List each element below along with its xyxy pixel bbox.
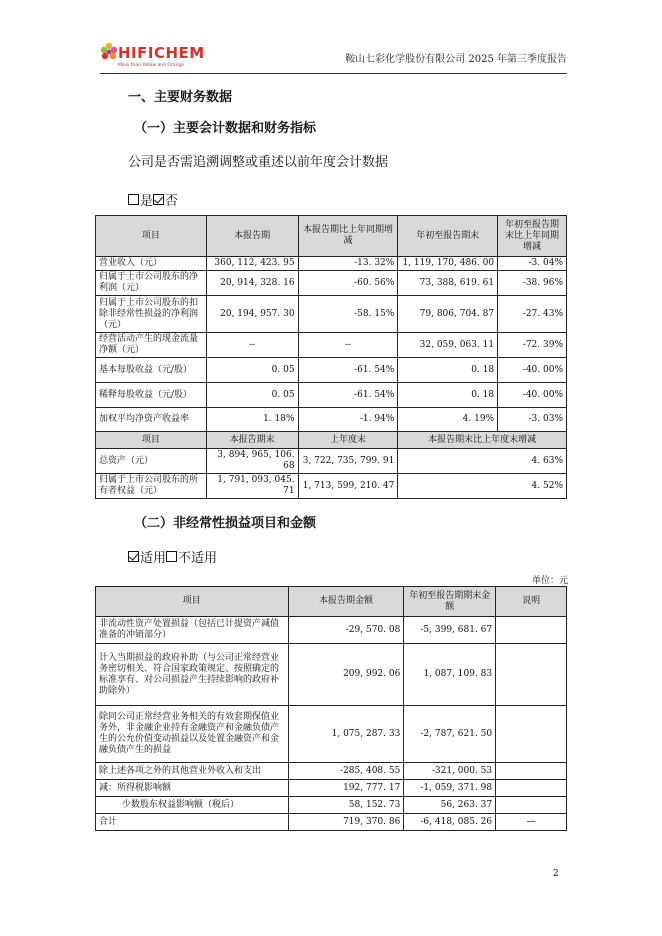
cell-note (496, 644, 567, 706)
cell-value: 192, 777. 17 (288, 780, 404, 797)
header-cell: 说明 (496, 587, 567, 617)
header-cell: 本报告期末 (206, 432, 298, 449)
cell-value: 3, 722, 735, 799. 91 (298, 449, 398, 474)
restate-question: 公司是否需追溯调整或重述以前年度会计数据 (128, 155, 389, 170)
row-label: 除同公司正常经营业务相关的有效套期保值业务外，非金融企业持有金融资产和金融负债产生的公允价值变动损益以及处置金融资产和金融负债产生的损益 (96, 706, 289, 763)
cell-value: -5, 399, 681. 67 (404, 617, 496, 644)
checkbox-yes[interactable] (128, 194, 139, 205)
report-title: 鞍山七彩化学股份有限公司 2025 年第三季度报告 (345, 54, 567, 65)
checkbox-applicable[interactable] (128, 551, 139, 562)
cell-value: 360, 112, 423. 95 (206, 257, 298, 271)
cell-value: -60. 56% (298, 271, 398, 296)
logo-tagline: More than Yellow and Orange (118, 63, 185, 68)
cell-value: 56, 263. 37 (404, 797, 496, 814)
cell-value: 73, 388, 619. 61 (398, 271, 498, 296)
row-label: 基本每股收益（元/股） (96, 358, 207, 383)
cell-value: 20, 914, 328. 16 (206, 271, 298, 296)
cell-value: 4. 52% (398, 474, 567, 499)
table-row (96, 383, 567, 408)
header-cell: 项目 (96, 587, 289, 617)
table-row (96, 296, 567, 333)
row-label: 合计 (96, 814, 289, 831)
cell-value: 1, 713, 599, 210. 47 (298, 474, 398, 499)
table-row (96, 763, 567, 780)
cell-value: 1, 119, 170, 486. 00 (398, 257, 498, 271)
page-number: 2 (553, 869, 559, 879)
cell-value: -40. 00% (498, 383, 567, 408)
row-label: 归属于上市公司股东的净利润（元） (96, 271, 207, 296)
option-yes-label: 是 (140, 194, 154, 209)
header-cell: 上年度末 (298, 432, 398, 449)
table-header-row (96, 587, 567, 617)
row-label: 加权平均净资产收益率 (96, 408, 207, 432)
cell-note (496, 617, 567, 644)
applicable-options (128, 547, 217, 566)
cell-value: -1. 94% (298, 408, 398, 432)
cell-value: -72. 39% (498, 333, 567, 358)
unit-label: 单位：元 (531, 576, 568, 586)
cell-note (496, 797, 567, 814)
non-recurring-items-table (95, 586, 567, 831)
cell-value: 58, 152. 73 (288, 797, 404, 814)
row-label: 经营活动产生的现金流量净额（元） (96, 333, 207, 358)
cell-value: -61. 54% (298, 358, 398, 383)
cell-note (496, 780, 567, 797)
section-title-main-financial-data: 一、主要财务数据 (128, 90, 233, 105)
header-cell: 年初至报告期期末金额 (404, 587, 496, 617)
cell-value: -- (298, 333, 398, 358)
page-header (100, 38, 567, 74)
cell-value: 1, 087, 109. 83 (404, 644, 496, 706)
row-label: 减：所得税影响额 (96, 780, 289, 797)
restate-options (128, 190, 178, 209)
cell-value: 209, 992. 06 (288, 644, 404, 706)
cell-value: -61. 54% (298, 383, 398, 408)
row-label: 非流动性资产处置损益（包括已计提资产减值准备的冲销部分） (96, 617, 289, 644)
cell-value: -321, 000. 53 (404, 763, 496, 780)
table-row (96, 617, 567, 644)
table-row (96, 449, 567, 474)
cell-value: 1, 791, 093, 045. 71 (206, 474, 298, 499)
table-row (96, 333, 567, 358)
header-cell: 年初至报告期末 (398, 216, 498, 257)
header-cell: 本报告期末比上年度末增减 (398, 432, 567, 449)
row-label: 少数股东权益影响额（税后） (96, 797, 289, 814)
cell-value: -2, 787, 621. 50 (404, 706, 496, 763)
cell-note (496, 763, 567, 780)
cell-value: -40. 00% (498, 358, 567, 383)
checkbox-no[interactable] (153, 194, 164, 205)
section-title-accounting-data: （一）主要会计数据和财务指标 (134, 121, 317, 136)
header-cell: 项目 (96, 432, 207, 449)
cell-value: -6, 418, 085. 26 (404, 814, 496, 831)
row-label: 归属于上市公司股东的扣除非经常性损益的净利润（元） (96, 296, 207, 333)
flower-logo-icon (100, 41, 118, 71)
cell-value: 32, 059, 063. 11 (398, 333, 498, 358)
cell-value: -3. 03% (498, 408, 567, 432)
cell-value: 1. 18% (206, 408, 298, 432)
row-label: 计入当期损益的政府补助（与公司正常经营业务密切相关、符合国家政策规定、按照确定的标准享有、对公司损益产生持续影响的政府补助除外） (96, 644, 289, 706)
cell-value: -- (206, 333, 298, 358)
row-label: 总资产（元） (96, 449, 207, 474)
option-not-applicable-label: 不适用 (178, 551, 218, 566)
cell-value: -27. 43% (498, 296, 567, 333)
logo-wordmark: HIFICHEM (118, 44, 205, 62)
table-row (96, 780, 567, 797)
cell-value: 79, 806, 704. 87 (398, 296, 498, 333)
cell-value: 0. 18 (398, 383, 498, 408)
table-row (96, 271, 567, 296)
table-row (96, 474, 567, 499)
header-cell: 本报告期金额 (288, 587, 404, 617)
table-row (96, 408, 567, 432)
header-cell: 本报告期比上年同期增减 (298, 216, 398, 257)
cell-note: — (496, 814, 567, 831)
cell-note (496, 706, 567, 763)
cell-value: 0. 18 (398, 358, 498, 383)
table-row (96, 358, 567, 383)
table-row (96, 706, 567, 763)
section-title-non-recurring: （二）非经常性损益项目和金额 (134, 516, 317, 531)
cell-value: 0. 05 (206, 383, 298, 408)
cell-value: 3, 894, 965, 106. 68 (206, 449, 298, 474)
table-header-row (96, 216, 567, 257)
row-label: 稀释每股收益（元/股） (96, 383, 207, 408)
checkbox-not-applicable[interactable] (166, 551, 177, 562)
header-cell: 项目 (96, 216, 207, 257)
table-header-row-2 (96, 432, 567, 449)
header-cell: 年初至报告期末比上年同期增减 (498, 216, 567, 257)
company-logo (100, 38, 205, 74)
row-label: 营业收入（元） (96, 257, 207, 271)
cell-value: -13. 32% (298, 257, 398, 271)
row-label: 归属于上市公司股东的所有者权益（元） (96, 474, 207, 499)
table-row (96, 257, 567, 271)
cell-value: 0. 05 (206, 358, 298, 383)
header-cell: 本报告期 (206, 216, 298, 257)
table-row (96, 814, 567, 831)
row-label: 除上述各项之外的其他营业外收入和支出 (96, 763, 289, 780)
financial-indicators-table (95, 215, 567, 499)
cell-value: 1, 075, 287. 33 (288, 706, 404, 763)
table-row (96, 644, 567, 706)
cell-value: 4. 19% (398, 408, 498, 432)
cell-value: -38. 96% (498, 271, 567, 296)
cell-value: -1, 059, 371. 98 (404, 780, 496, 797)
option-applicable-label: 适用 (140, 551, 167, 566)
cell-value: -285, 408. 55 (288, 763, 404, 780)
cell-value: 20, 194, 957. 30 (206, 296, 298, 333)
cell-value: -3. 04% (498, 257, 567, 271)
table-row (96, 797, 567, 814)
cell-value: -58. 15% (298, 296, 398, 333)
option-no-label: 否 (165, 194, 179, 209)
cell-value: 4. 63% (398, 449, 567, 474)
cell-value: -29, 570. 08 (288, 617, 404, 644)
cell-value: 719, 370. 86 (288, 814, 404, 831)
